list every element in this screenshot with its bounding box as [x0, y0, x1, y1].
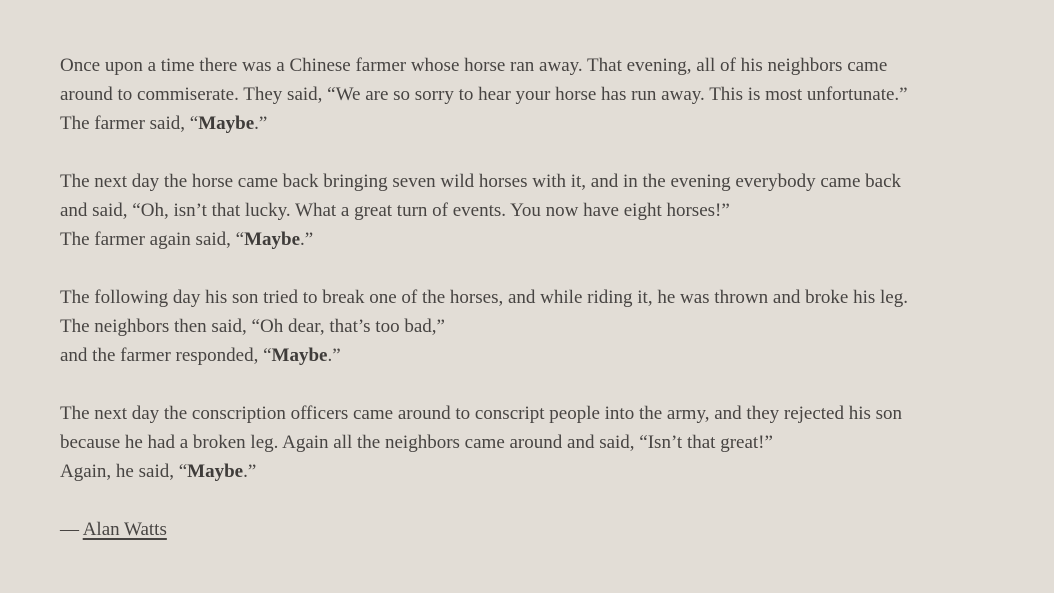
emphasis-maybe: Maybe: [198, 113, 255, 134]
story-text: because he had a broken leg. Again all the neighbors came around and said, “Isn’t that great!”: [60, 432, 773, 453]
attribution: [60, 515, 996, 544]
emphasis-maybe: Maybe: [244, 229, 301, 250]
story-paragraph: [60, 399, 996, 486]
attribution-dash: —: [60, 519, 83, 540]
attribution-link[interactable]: Alan Watts: [82, 519, 167, 540]
story-text: Again, he said, “: [60, 461, 188, 482]
story-text: The following day his son tried to break one of the horses, and while riding it, he was thrown and broke his leg.: [60, 287, 908, 308]
story-paragraph: [60, 283, 996, 370]
story-text: .”: [254, 113, 268, 134]
story: [60, 51, 996, 486]
story-text: .”: [300, 229, 314, 250]
story-text: The neighbors then said, “Oh dear, that’s too bad,”: [60, 316, 445, 337]
story-paragraph: [60, 167, 996, 254]
story-text: and the farmer responded, “: [60, 345, 272, 366]
story-text: The next day the horse came back bringing seven wild horses with it, and in the evening everybody came back: [60, 171, 902, 192]
story-text: around to commiserate. They said, “We are so sorry to hear your horse has run away. This is most unfortunate.”: [60, 84, 908, 105]
emphasis-maybe: Maybe: [187, 461, 244, 482]
story-text: .”: [327, 345, 341, 366]
story-text: .”: [243, 461, 257, 482]
story-text: Once upon a time there was a Chinese farmer whose horse ran away. That evening, all of his neighbors came: [60, 55, 888, 76]
story-text: The farmer said, “: [60, 113, 199, 134]
story-text: The next day the conscription officers came around to conscript people into the army, and they rejected his son: [60, 403, 903, 424]
story-paragraph: [60, 51, 996, 138]
emphasis-maybe: Maybe: [271, 345, 328, 366]
story-text: The farmer again said, “: [60, 229, 245, 250]
story-text: and said, “Oh, isn’t that lucky. What a great turn of events. You now have eight horses!”: [60, 200, 730, 221]
